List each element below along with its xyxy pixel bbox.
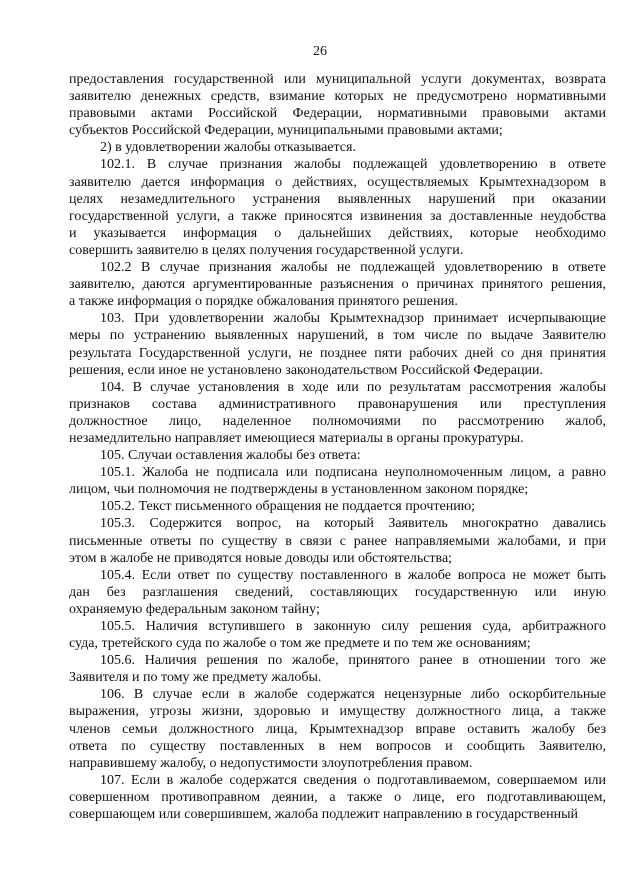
paragraph-line: а также информация о порядке обжалования принятого решения. [69, 294, 458, 310]
paragraph [69, 498, 606, 515]
paragraph-line: дан без разглашения сведений, составляющих государственную или иную [69, 584, 606, 600]
paragraph-line: Заявителя и по тому же предмету жалобы. [69, 670, 322, 686]
paragraph-line: решения, если иное не установлено законодательством Российской Федерации. [69, 362, 543, 378]
paragraph-line: правовыми актами Российской Федерации, нормативными правовыми актами [69, 106, 606, 122]
paragraph-line: заявителю денежных средств, взимание которых не предусмотрено нормативными [69, 89, 606, 105]
paragraph [69, 379, 606, 447]
paragraph-line: 105.6. Наличия решения по жалобе, принятого ранее в отношении того же [100, 653, 606, 669]
paragraph [69, 259, 606, 310]
paragraph-line: 106. В случае если в жалобе содержатся нецензурные либо оскорбительные [100, 687, 606, 703]
paragraph-line: ответа по существу поставленных в нем вопросов и сообщить Заявителю, [69, 738, 606, 754]
paragraph [69, 71, 606, 139]
paragraph [69, 567, 606, 618]
paragraph-line: членов семьи должностного лица, Крымтехнадзор вправе оставить жалобу без [69, 721, 606, 737]
paragraph-line: 102.1. В случае признания жалобы подлежащей удовлетворению в ответе [100, 157, 606, 173]
paragraph-line: государственной услуги, а также приносятся извинения за доставленные неудобства [69, 208, 606, 224]
paragraph [69, 464, 606, 498]
paragraph [69, 686, 606, 771]
paragraph-line: заявителю дается информация о действиях, осуществляемых Крымтехнадзором в [69, 174, 606, 190]
paragraph-line: заявителю, даются аргументированные разъяснения о причинах принятого решения, [69, 277, 606, 293]
paragraph-line: этом в жалобе не приводятся новые доводы или обстоятельства; [69, 550, 453, 566]
paragraph-line: предоставления государственной или муниципальной услуги документах, возврата [69, 72, 606, 87]
paragraph-line: субъектов Российской Федерации, муниципальными правовыми актами; [69, 123, 503, 139]
paragraph-line: незамедлительно направляет имеющиеся материалы в органы прокуратуры. [69, 430, 524, 446]
paragraph-line: 105.1. Жалоба не подписала или подписана неуполномоченным лицом, а равно [100, 465, 606, 481]
paragraph [69, 310, 606, 378]
paragraph-line: 104. В случае установления в ходе или по результатам рассмотрения жалобы [100, 379, 606, 395]
paragraph [69, 447, 606, 464]
paragraph [69, 139, 606, 156]
paragraph [69, 618, 606, 652]
paragraph-line: направившему жалобу, о недопустимости злоупотребления правом. [69, 755, 473, 771]
paragraph-line: результата Государственной услуги, не позднее пяти рабочих дней со дня принятия [69, 345, 606, 361]
paragraph-line: 105.2. Текст письменного обращения не поддается прочтению; [100, 499, 476, 515]
document-body [69, 71, 606, 823]
paragraph-line: охраняемую федеральным законом тайну; [69, 601, 320, 617]
paragraph-line: 105.3. Содержится вопрос, на который Заявитель многократно давались [100, 516, 606, 532]
paragraph-line: 107. Если в жалобе содержатся сведения о подготавливаемом, совершаемом или [100, 772, 606, 788]
paragraph-line: 105. Случаи оставления жалобы без ответа: [100, 448, 361, 464]
paragraph [69, 772, 606, 823]
paragraph-line: целях незамедлительного устранения выявленных нарушений при оказании [69, 191, 606, 207]
paragraph-line: должностное лицо, наделенное полномочиями по рассмотрению жалоб, [69, 413, 606, 429]
paragraph-line: письменные ответы по существу в связи с ранее направляемыми жалобами, и при [69, 533, 606, 549]
paragraph-line: 105.5. Наличия вступившего в законную силу решения суда, арбитражного [100, 619, 606, 634]
paragraph [69, 652, 606, 686]
paragraph [69, 156, 606, 259]
paragraph-line: признаков состава административного правонарушения или преступления [69, 396, 606, 412]
page-number: 26 [313, 44, 327, 59]
paragraph-line: и указывается информация о дальнейших действиях, которые необходимо [69, 225, 606, 241]
paragraph-line: совершить заявителю в целях получения государственной услуги. [69, 242, 464, 258]
paragraph-line: лицом, чьи полномочия не подтверждены в установленном законом порядке; [69, 482, 529, 498]
paragraph-line: 102.2 В случае признания жалобы не подлежащей удовлетворению в ответе [100, 260, 606, 276]
paragraph-line: 2) в удовлетворении жалобы отказывается. [100, 140, 356, 156]
paragraph-line: совершающем или совершившем, жалоба подлежит направлению в государственный [69, 807, 579, 823]
paragraph-line: меры по устранению выявленных нарушений, в том числе по выдаче Заявителю [69, 328, 606, 344]
paragraph-line: выражения, угрозы жизни, здоровью и имуществу должностного лица, а также [69, 704, 606, 720]
paragraph [69, 515, 606, 566]
paragraph-line: 105.4. Если ответ по существу поставленного в жалобе вопроса не может быть [100, 567, 606, 583]
paragraph-line: совершенном противоправном деянии, а также о лице, его подготавливающем, [69, 789, 606, 805]
paragraph-line: суда, третейского суда по жалобе о том же предмете и по тем же основаниям; [69, 636, 531, 652]
paragraph-line: 103. При удовлетворении жалобы Крымтехнадзор принимает исчерпывающие [100, 311, 606, 327]
